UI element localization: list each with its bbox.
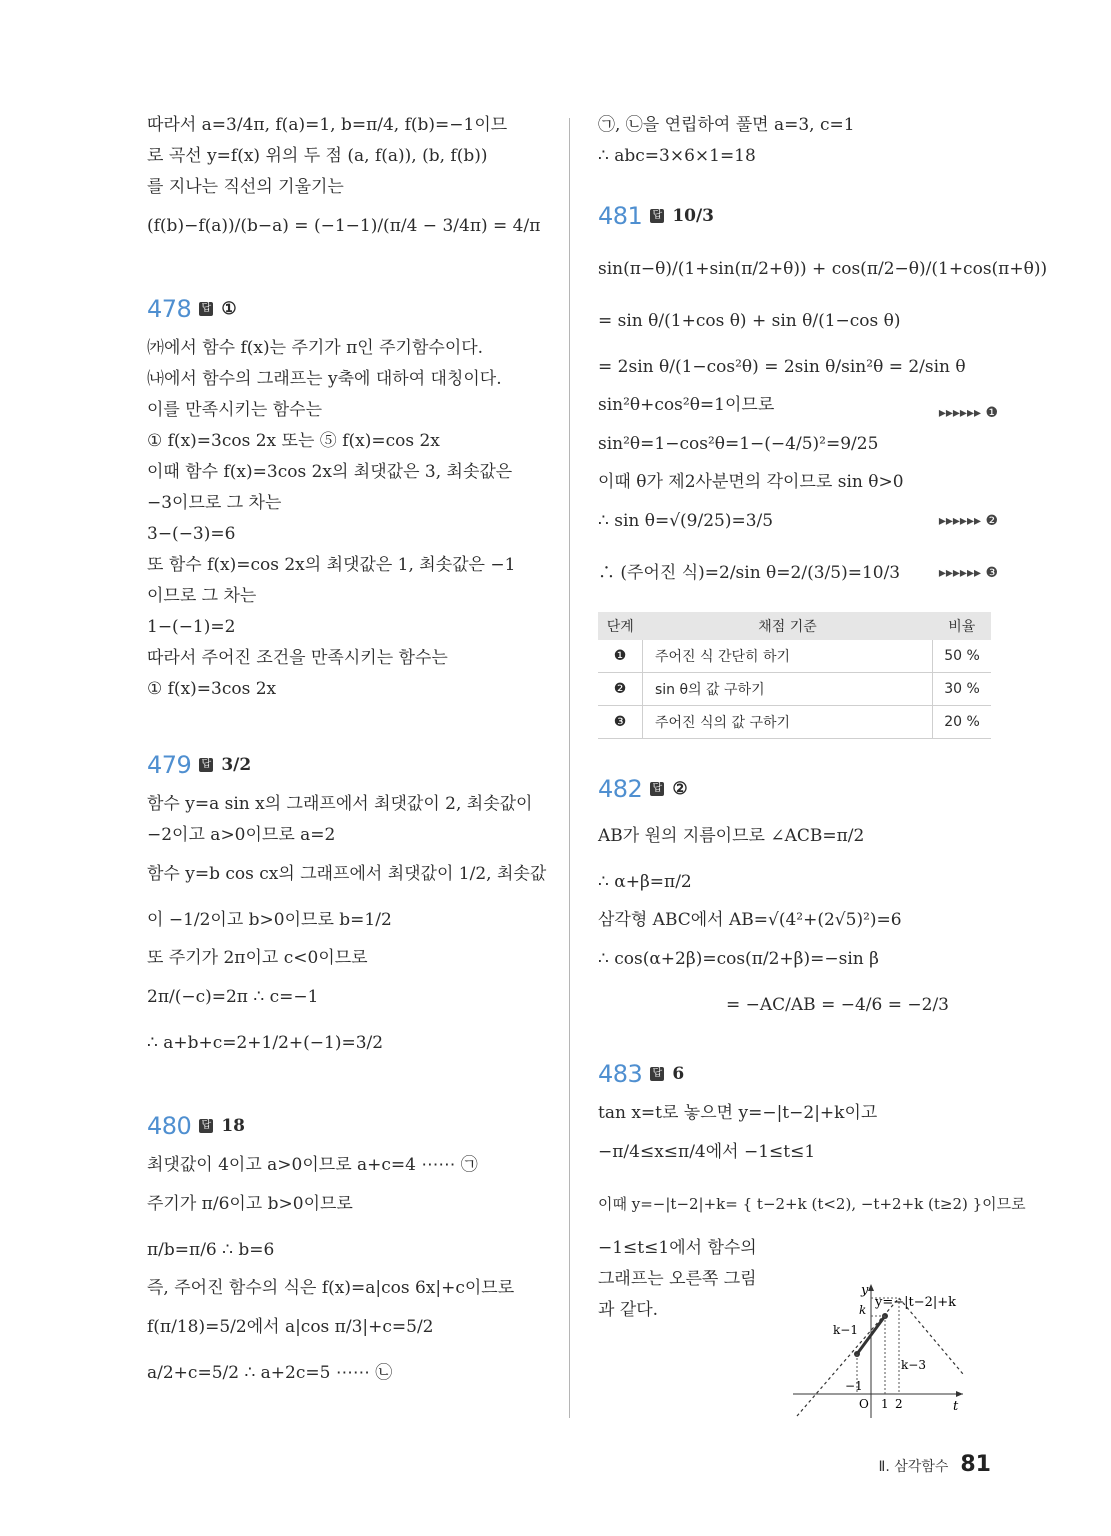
question-number: 483 [598, 1060, 643, 1088]
solution-line: ∴ (주어진 식)=2/sin θ=2/(3/5)=10/3 [598, 563, 901, 583]
solution-line: 주기가 π/6이고 b>0이므로 [147, 1194, 353, 1214]
solution-line: 함수 y=b cos cx의 그래프에서 최댓값이 1/2, 최솟값 [147, 864, 547, 884]
q478-block [147, 285, 547, 705]
step-marker: ▸▸▸▸▸▸ ❷ [938, 513, 998, 529]
solution-line: AB가 원의 지름이므로 ∠ACB=π/2 [598, 826, 865, 846]
solution-line: 이를 만족시키는 함수는 [147, 400, 323, 420]
solution-line: π/b=π/6 ∴ b=6 [147, 1240, 275, 1260]
ratio-cell: 50 % [933, 640, 992, 673]
question-number: 480 [147, 1112, 192, 1140]
curve-label: y=−|t−2|+k [875, 1295, 957, 1310]
answer-value: 3/2 [221, 755, 252, 775]
table-row [598, 706, 991, 739]
q481-heading [598, 192, 998, 240]
q478-heading [147, 285, 547, 333]
right-column [598, 110, 1048, 1326]
solution-line: 이때 θ가 제2사분면의 각이므로 sin θ>0 [598, 472, 904, 492]
k-minus-3-label: k−3 [901, 1358, 926, 1372]
question-number: 482 [598, 775, 643, 803]
ratio-cell: 20 % [933, 706, 992, 739]
solution-line: ∴ abc=3×6×1=18 [598, 146, 756, 166]
solution-line: 이므로 그 차는 [147, 586, 257, 606]
solution-line: −3이므로 그 차는 [147, 493, 282, 513]
step-cell: ❶ [598, 640, 643, 673]
solution-line: 또 함수 f(x)=cos 2x의 최댓값은 1, 최솟값은 −1 [147, 555, 516, 575]
step-marker: ▸▸▸▸▸▸ ❶ [938, 405, 998, 421]
minus-1-label: −1 [845, 1379, 863, 1393]
criterion-cell: 주어진 식 간단히 하기 [643, 640, 933, 673]
solution-line: ∴ sin θ=√(9/25)=3/5 [598, 511, 774, 531]
solution-line: f(π/18)=5/2에서 a|cos π/3|+c=5/2 [147, 1317, 434, 1337]
step-cell: ❸ [598, 706, 643, 739]
solution-line: ㈏에서 함수의 그래프는 y축에 대하여 대칭이다. [147, 369, 502, 389]
table-header: 단계 [598, 612, 643, 640]
solution-line: 최댓값이 4이고 a>0이므로 a+c=4 ⋯⋯ ㉠ [147, 1155, 478, 1175]
answer-value: 6 [672, 1064, 685, 1084]
solution-line: ① f(x)=3cos 2x [147, 679, 277, 699]
step-cell: ❷ [598, 673, 643, 706]
answer-icon: 답 [199, 302, 213, 316]
criterion-cell: sin θ의 값 구하기 [643, 673, 933, 706]
solution-line: ① f(x)=3cos 2x 또는 ⑤ f(x)=cos 2x [147, 431, 440, 451]
criterion-cell: 주어진 식의 값 구하기 [643, 706, 933, 739]
table-header-row [598, 612, 991, 640]
q482-block [598, 765, 998, 1028]
solution-line: 즉, 주어진 함수의 식은 f(x)=a|cos 6x|+c이므로 [147, 1278, 515, 1298]
answer-icon: 답 [650, 782, 664, 796]
scoring-table [598, 612, 991, 739]
solution-line: 함수 y=a sin x의 그래프에서 최댓값이 2, 최솟값이 [147, 794, 533, 814]
y-axis-label: y [861, 1284, 869, 1298]
solution-line: −1≤t≤1에서 함수의 [598, 1238, 757, 1258]
question-number: 478 [147, 295, 192, 323]
q479-heading [147, 741, 547, 789]
q483-graph [793, 1284, 993, 1420]
k-minus-1-label: k−1 [833, 1323, 858, 1337]
q480-block [147, 1102, 547, 1396]
solution-line: ∴ a+b+c=2+1/2+(−1)=3/2 [147, 1033, 384, 1053]
answer-value: 18 [221, 1116, 245, 1136]
solution-line: = 2sin θ/(1−cos²θ) = 2sin θ/sin²θ = 2/sin θ [598, 357, 966, 377]
solution-line: 이때 y=−|t−2|+k= { t−2+k (t<2), −t+2+k (t≥2) }이므로 [598, 1195, 1026, 1213]
t-axis-label: t [953, 1399, 959, 1414]
table-header: 비율 [933, 612, 992, 640]
answer-value: ② [672, 779, 688, 799]
solution-line: −2이고 a>0이므로 a=2 [147, 825, 336, 845]
solution-line: = −AC/AB = −4/6 = −2/3 [726, 995, 949, 1015]
solution-line: ㈎에서 함수 f(x)는 주기가 π인 주기함수이다. [147, 338, 484, 358]
step-marker: ▸▸▸▸▸▸ ❸ [938, 565, 998, 581]
q481-block [598, 192, 1048, 739]
solution-line: ∴ α+β=π/2 [598, 872, 692, 892]
tick-2-label: 2 [895, 1397, 903, 1411]
table-row [598, 673, 991, 706]
solution-line: 이 −1/2이고 b>0이므로 b=1/2 [147, 910, 392, 930]
intro-block [147, 110, 547, 249]
intro-line: 따라서 a=3/4π, f(a)=1, b=π/4, f(b)=−1이므 [147, 115, 508, 135]
ratio-cell: 30 % [933, 673, 992, 706]
solution-line: a/2+c=5/2 ∴ a+2c=5 ⋯⋯ ㉡ [147, 1363, 393, 1383]
page-number: 81 [960, 1452, 991, 1477]
solution-line: sin²θ+cos²θ=1이므로 [598, 395, 775, 415]
answer-icon: 답 [650, 1067, 664, 1081]
left-column [147, 110, 547, 1396]
intro-line: 를 지나는 직선의 기울기는 [147, 177, 344, 197]
solution-line: 과 같다. [598, 1300, 659, 1320]
q483-heading [598, 1050, 998, 1098]
q480-continued [598, 110, 998, 172]
q479-block [147, 741, 547, 1066]
answer-value: ① [221, 299, 237, 319]
column-divider [569, 118, 570, 1418]
table-row [598, 640, 991, 673]
solution-line: −π/4≤x≤π/4에서 −1≤t≤1 [598, 1142, 816, 1162]
solution-line: 따라서 주어진 조건을 만족시키는 함수는 [147, 648, 448, 668]
answer-value: 10/3 [672, 206, 715, 226]
solution-line: = sin θ/(1+cos θ) + sin θ/(1−cos θ) [598, 311, 901, 331]
tick-1-label: 1 [881, 1397, 889, 1411]
origin-label: O [859, 1397, 869, 1411]
page-footer [878, 1452, 991, 1477]
answer-icon: 답 [199, 1119, 213, 1133]
table-header: 채점 기준 [643, 612, 933, 640]
y-axis-arrow-icon [868, 1284, 874, 1291]
intro-line: 로 곡선 y=f(x) 위의 두 점 (a, f(a)), (b, f(b)) [147, 146, 488, 166]
solution-line: 또 주기가 2π이고 c<0이므로 [147, 948, 368, 968]
q482-heading [598, 765, 998, 813]
question-number: 481 [598, 202, 643, 230]
chapter-title: Ⅱ. 삼각함수 [878, 1459, 949, 1475]
question-number: 479 [147, 751, 192, 779]
q480-heading [147, 1102, 547, 1150]
answer-icon: 답 [650, 209, 664, 223]
solution-line: sin(π−θ)/(1+sin(π/2+θ)) + cos(π/2−θ)/(1+cos(π+θ)) [598, 259, 1048, 279]
solution-line: 1−(−1)=2 [147, 617, 236, 637]
solution-line: 이때 함수 f(x)=3cos 2x의 최댓값은 3, 최솟값은 [147, 462, 513, 482]
solution-line: sin²θ=1−cos²θ=1−(−4/5)²=9/25 [598, 434, 879, 454]
t-axis-arrow-icon [956, 1391, 963, 1397]
intro-formula: (f(b)−f(a))/(b−a) = (−1−1)/(π/4 − 3/4π) = 4/π [147, 216, 541, 236]
k-label: k [859, 1303, 867, 1317]
answer-icon: 답 [199, 758, 213, 772]
solution-line: ∴ cos(α+2β)=cos(π/2+β)=−sin β [598, 949, 879, 969]
solution-line: tan x=t로 놓으면 y=−|t−2|+k이고 [598, 1103, 878, 1123]
solution-line: ㉠, ㉡을 연립하여 풀면 a=3, c=1 [598, 115, 855, 135]
solution-line: 삼각형 ABC에서 AB=√(4²+(2√5)²)=6 [598, 910, 902, 930]
solution-line: 3−(−3)=6 [147, 524, 236, 544]
solution-line: 그래프는 오른쪽 그림 [598, 1269, 757, 1289]
solution-line: 2π/(−c)=2π ∴ c=−1 [147, 987, 319, 1007]
